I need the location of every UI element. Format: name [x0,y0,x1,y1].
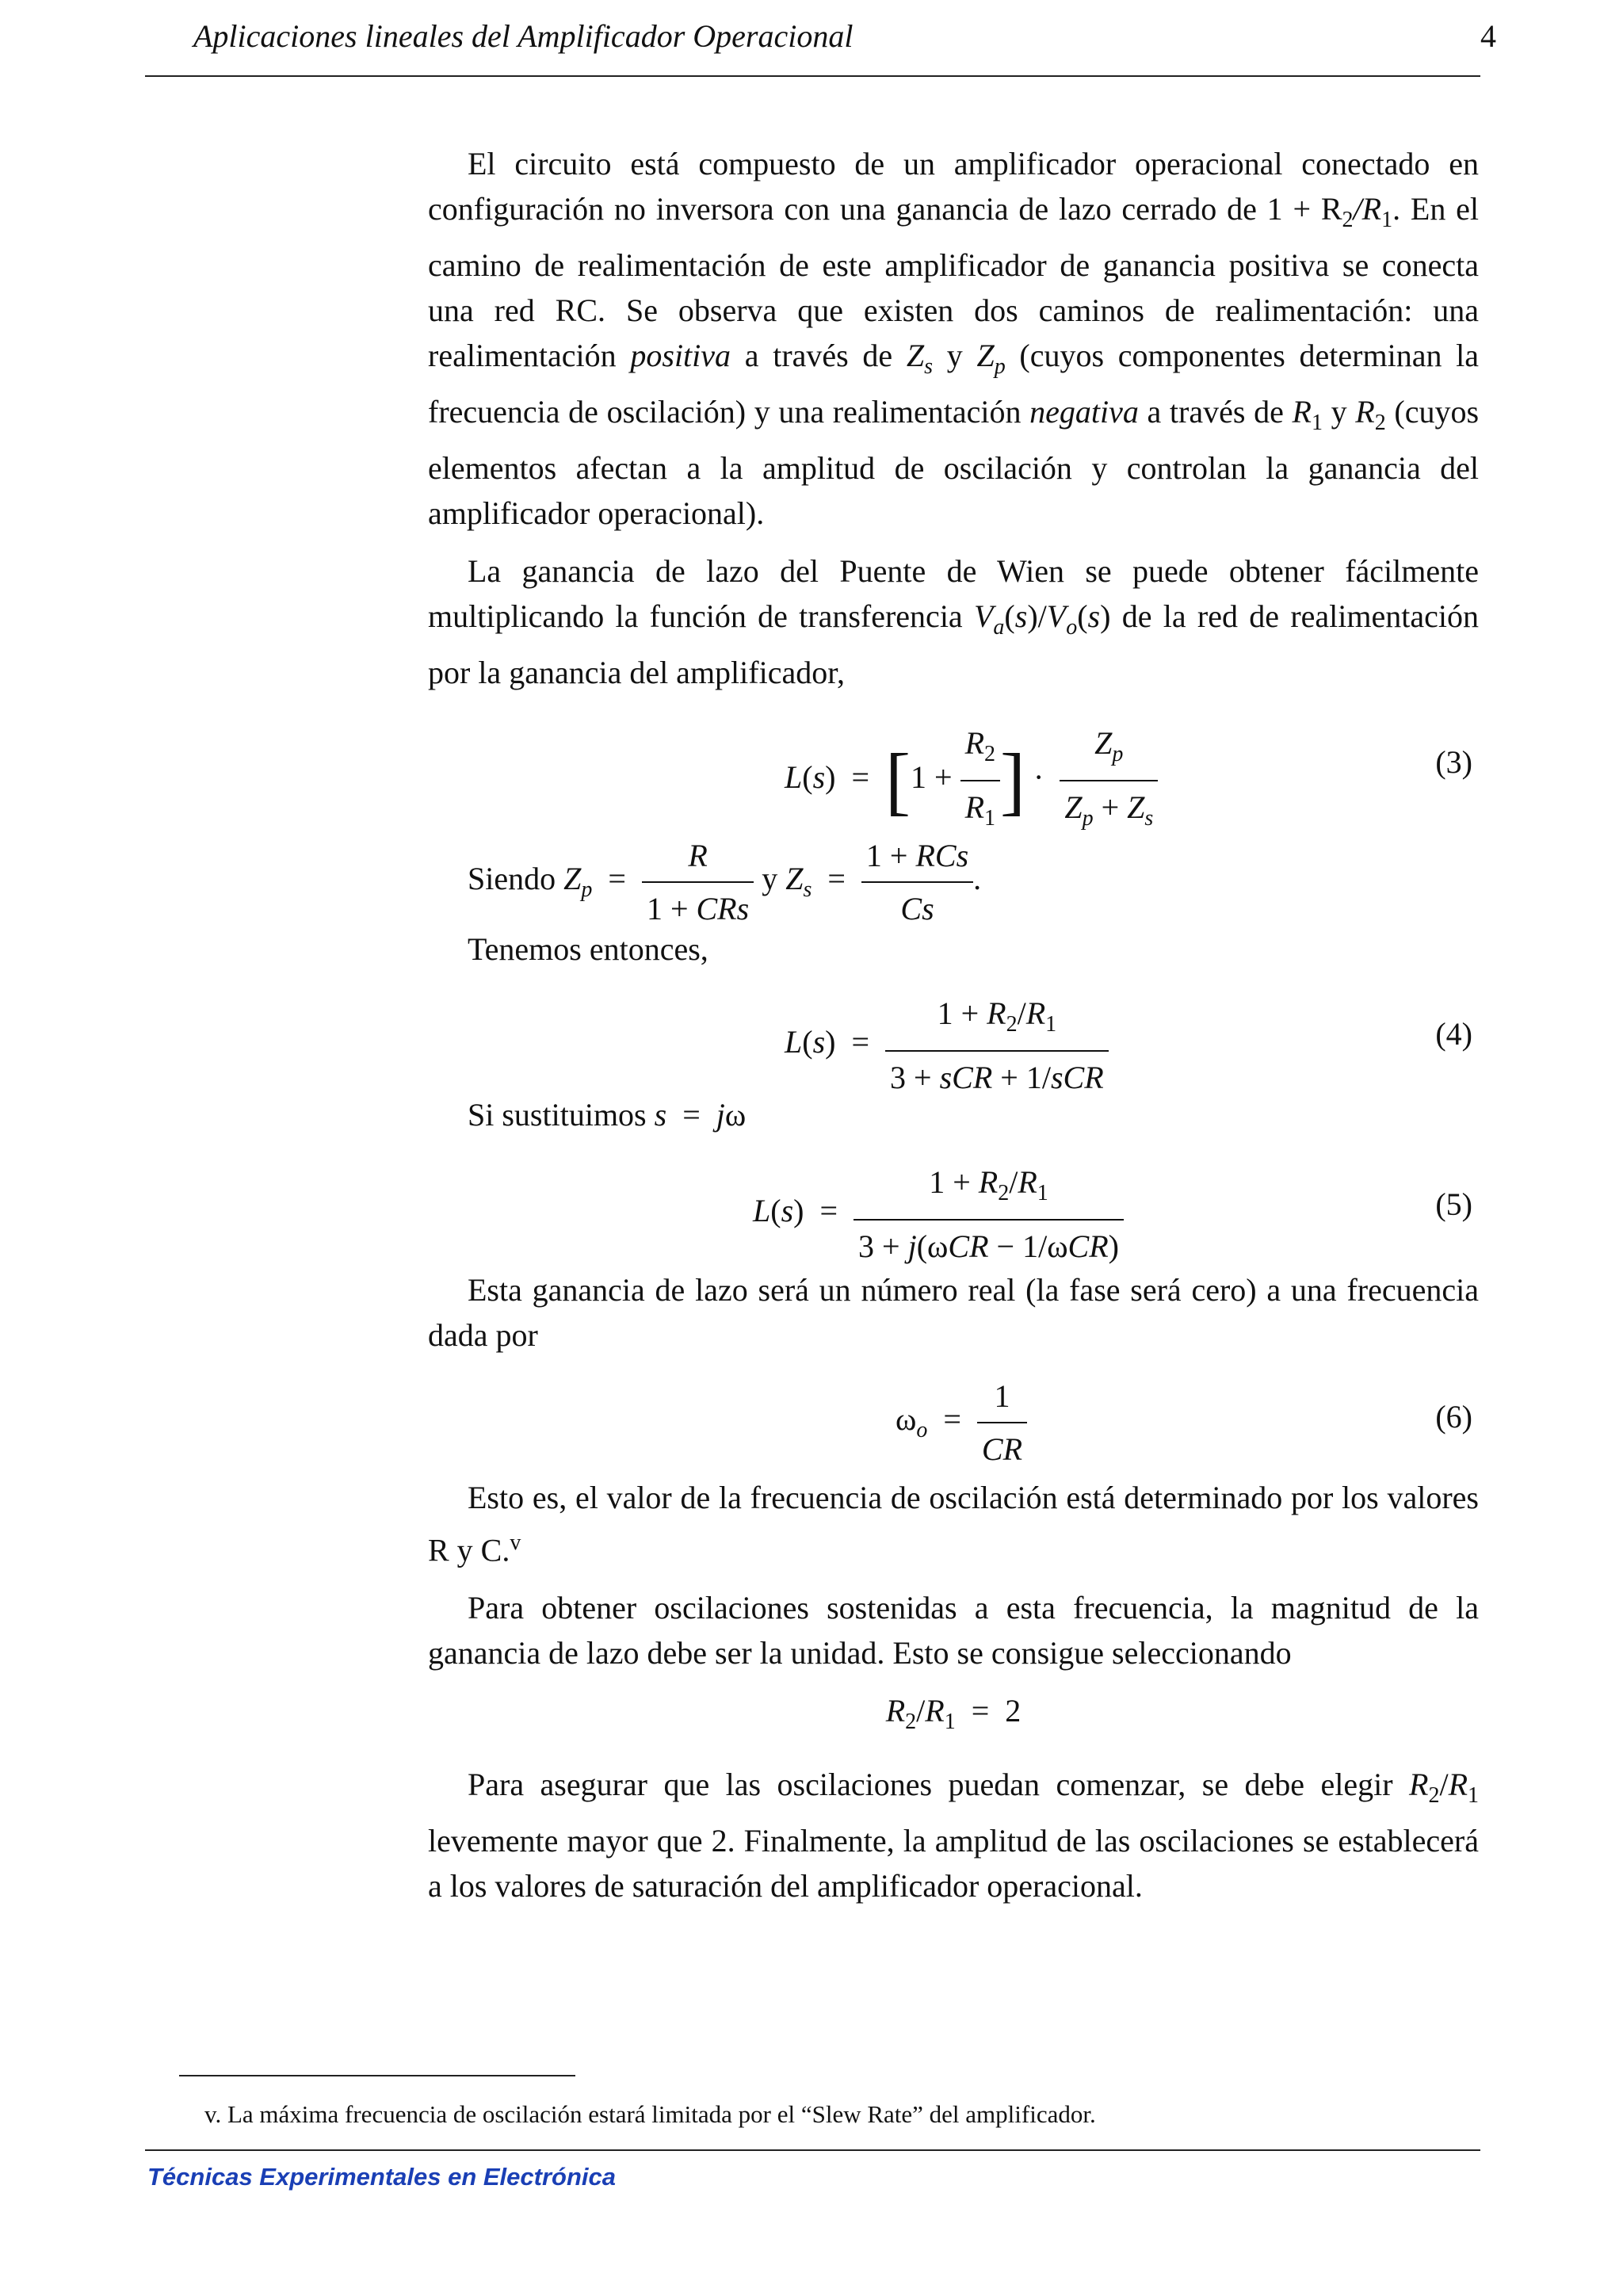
paragraph-start-oscillation: Para asegurar que las oscilaciones puedan comenzar, se debe elegir $R_2/R_1$ levemente mayor que 2. Finalmente, la amplitud de las oscilaciones se establecerá a los valores de saturación del amplificador operacional. [428,1767,1479,1904]
equation-number: (6) [1435,1399,1472,1435]
equation-number: (3) [1435,744,1472,780]
equation-6: $\omega_o$ = $\frac{1}{CR}$ (6) [428,1373,1479,1461]
page-number: 4 [1480,18,1496,54]
footer-rule [145,2149,1480,2151]
equation-number: (5) [1435,1186,1472,1222]
footnote: v. La máxima frecuencia de oscilación estará limitada por el “Slew Rate” del amplificador. [204,2100,1096,2128]
running-header-title: Aplicaciones lineales del Amplificador Operacional [193,18,854,54]
footer-title: Técnicas Experimentales en Electrónica [147,2163,616,2191]
paragraph-then: Tenemos entonces, [468,931,708,967]
footnote-mark: v [510,1530,521,1555]
paragraph-circuit: El circuito está compuesto de un amplificador operacional conectado en configuración no inversora con una ganancia de lazo cerrado de $1 + R_2/R_1$. En el camino de realimentación de este amplificador de ganancia positiva se conecta una red RC. Se observa que existen dos caminos de realimentación: una realimentación positiva a través de $Z_s$ y $Z_p$ (cuyos componentes determinan la frecuencia de oscilación) y una realimentación negativa a través de $R_1$ y $R_2$ (cuyos elementos afectan a la amplitud de oscilación y controlan la ganancia del amplificador operacional). [428,146,1480,531]
equation-5: L(s) = $\frac{1 + R_2/R_1}{\text{3 + j(ωCR − 1/ωCR)}}$ (5) [428,1159,1479,1255]
paragraph-loop-gain: La ganancia de lazo del Puente de Wien se puede obtener fácilmente multiplicando la función de transferencia $V_a(s)/V_o(s)$ de la red de realimentación por la ganancia del amplificador, [428,553,1479,690]
paragraph-siendo: Siendo $Z_p$ = $\frac{R}{\text{1 + CRs}}$ y $Z_s$ = $\frac{\text{1 + RCs}}{Cs}$ . [428,833,1479,920]
equation-ratio: $R_2/R_1 = 2$ [885,1693,1022,1735]
paragraph-substitute: Si sustituimos s = jω [468,1097,747,1133]
equation-number: (4) [1435,1016,1472,1052]
main-body [428,141,1479,1908]
header-rule [145,75,1480,77]
footnote-rule [179,2075,575,2076]
paragraph-sustained: Para obtener oscilaciones sostenidas a esta frecuencia, la magnitud de la ganancia de lazo debe ser la unidad. Esto se consigue seleccionando [428,1590,1479,1671]
equation-3: L(s) = [1 + $\frac{R_2}{R_1}$ ] · $\frac{Z_p}{Z_p + Z_s}$ (3) [428,714,1479,817]
equation-4: L(s) = $\frac{1 + R_2/R_1}{\text{3 + sCR + 1/sCR}}$ (4) [428,988,1479,1083]
paragraph-real-gain: Esta ganancia de lazo será un número real (la fase será cero) a una frecuencia dada por [428,1272,1479,1353]
paragraph-frequency: Esto es, el valor de la frecuencia de oscilación está determinado por los valores R y C.$^v$ [428,1480,1479,1568]
